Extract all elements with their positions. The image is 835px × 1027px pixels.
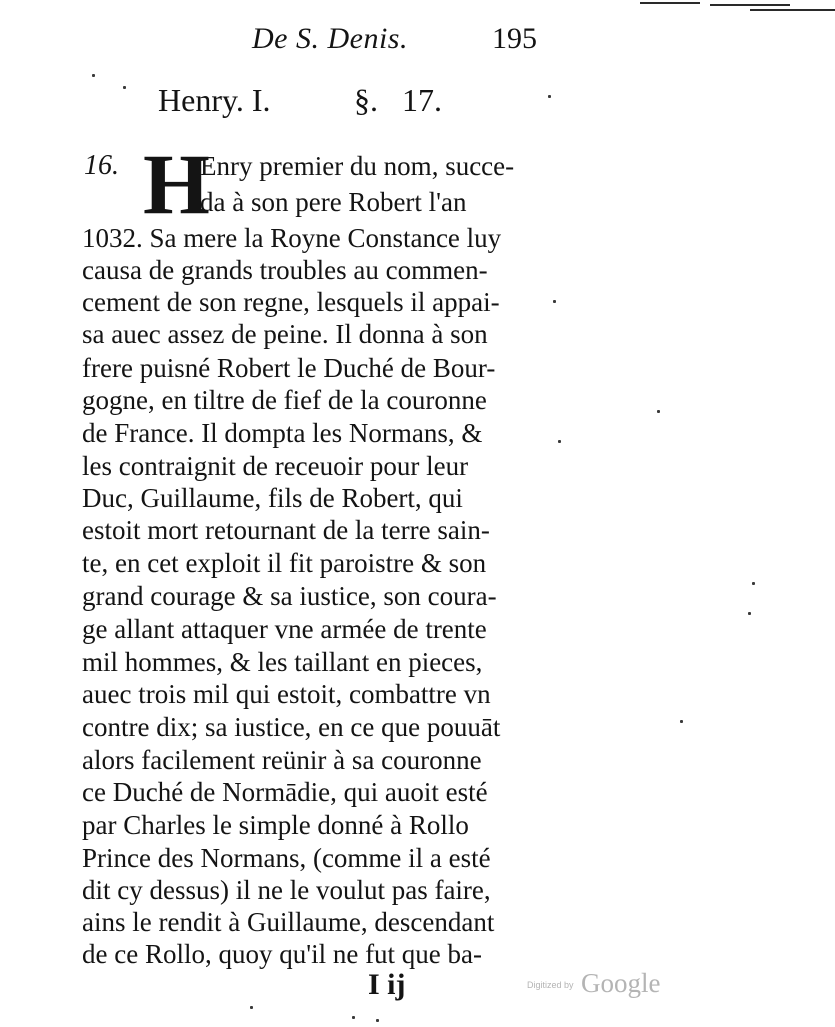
text-line: Duc, Guillaume, fils de Robert, qui — [82, 483, 463, 513]
section-king-name: Henry. I. — [158, 82, 271, 118]
text-line: ce Duché de Normādie, qui auoit esté — [82, 777, 488, 807]
text-line: grand courage & sa iustice, son coura- — [82, 581, 497, 611]
text-line: ge allant attaquer vne armée de trente — [82, 614, 487, 644]
text-line: par Charles le simple donné à Rollo — [82, 810, 469, 840]
text-line: ains le rendit à Guillaume, descendant — [82, 907, 495, 937]
text-line: auec trois mil qui estoit, combattre vn — [82, 679, 491, 709]
running-head: De S. Denis. — [252, 22, 408, 55]
text-line: contre dix; sa iustice, en ce que pouuāt — [82, 712, 501, 742]
text-line: mil hommes, & les taillant en pieces, — [82, 647, 483, 677]
text-line: de ce Rollo, quoy qu'il ne fut que ba- — [82, 939, 483, 969]
text-line: sa auec assez de peine. Il donna à son — [82, 319, 488, 349]
page-number: 195 — [492, 22, 537, 55]
margin-note: 16. — [84, 150, 119, 181]
digitized-watermark — [527, 968, 667, 1000]
text-line: Enry premier du nom, succe- — [200, 151, 515, 181]
signature-mark: I ij — [368, 968, 406, 1001]
text-line: alors facilement reünir à sa couronne — [82, 745, 482, 775]
text-line: causa de grands troubles au commen- — [82, 255, 488, 285]
watermark-brand: Google — [581, 968, 661, 998]
section-number: 17. — [402, 82, 442, 118]
text-line: les contraignit de receuoir pour leur — [82, 451, 469, 481]
section-heading — [158, 82, 458, 126]
text-line: cement de son regne, lesquels il appai- — [82, 287, 500, 317]
text-line: Prince des Normans, (comme il a esté — [82, 843, 491, 873]
text-line: 1032. Sa mere la Royne Constance luy — [82, 223, 502, 253]
watermark-prefix: Digitized by — [527, 980, 574, 990]
text-line: da à son pere Robert l'an — [200, 187, 467, 217]
text-line: frere puisné Robert le Duché de Bour- — [82, 353, 496, 383]
text-line: estoit mort retournant de la terre sain- — [82, 515, 490, 545]
section-paragraph-sign: §. — [354, 82, 378, 118]
text-line: dit cy dessus) il ne le voulut pas faire, — [82, 875, 491, 905]
text-line: gogne, en tiltre de fief de la couronne — [82, 385, 487, 415]
text-line: de France. Il dompta les Normans, & — [82, 418, 483, 448]
page-edge-scan-artifact — [640, 0, 835, 14]
drop-cap: H — [143, 136, 210, 232]
text-line: te, en cet exploit il fit paroistre & son — [82, 548, 487, 578]
